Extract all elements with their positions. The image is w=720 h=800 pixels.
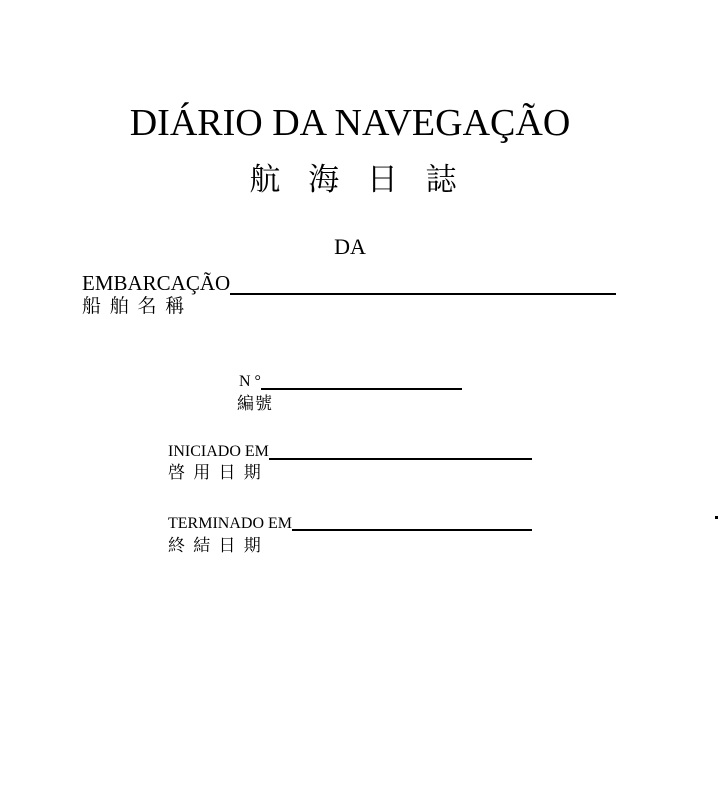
logbook-number-fill-line	[261, 388, 462, 390]
logbook-number-label: N °	[239, 373, 261, 390]
ended-date-fill-line	[292, 529, 532, 531]
started-date-field-row	[168, 444, 532, 460]
logbook-number-label-chinese: 編號	[237, 394, 273, 413]
scan-artifact-dot	[715, 516, 718, 519]
vessel-name-label-chinese: 船 舶 名 稱	[82, 296, 187, 317]
vessel-name-field-row	[82, 271, 616, 295]
ended-date-label-chinese: 終 結 日 期	[168, 536, 263, 555]
started-date-label: INICIADO EM	[168, 443, 269, 460]
vessel-name-fill-line	[230, 293, 616, 295]
started-date-label-chinese: 啓 用 日 期	[168, 463, 263, 482]
page-title-chinese: 航 海 日 誌	[249, 162, 467, 197]
ended-date-field-row	[168, 516, 532, 531]
logbook-number-field-row	[239, 374, 462, 390]
vessel-name-label: EMBARCAÇÃO	[82, 271, 231, 295]
started-date-fill-line	[269, 458, 532, 460]
page-title-portuguese: DIÁRIO DA NAVEGAÇÃO	[129, 102, 571, 144]
ended-date-label: TERMINADO EM	[168, 515, 292, 532]
subtitle-da: DA	[334, 234, 366, 259]
